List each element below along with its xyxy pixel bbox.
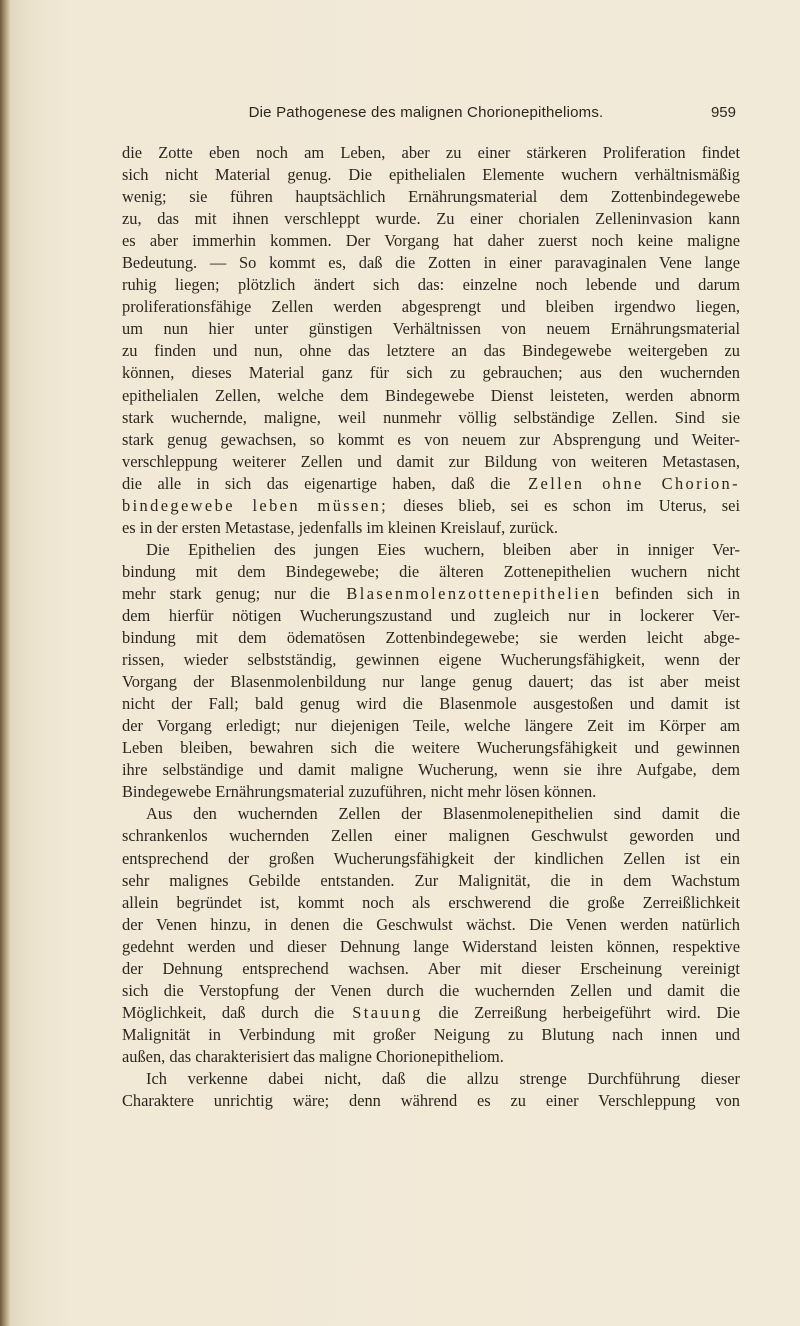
text-run: können, dieses Material ganz für sich zu gebrauchen; aus den wuchernden [122, 363, 740, 383]
emphasized-spaced-text: Stauung [334, 1002, 423, 1022]
text-line [122, 362, 740, 384]
text-run: Ich verkenne dabei nicht, daß die allzu strenge Durchführung dieser [146, 1068, 740, 1088]
text-run: die Zerreißung herbeigeführt wird. Die [422, 1002, 740, 1022]
text-run: der Venen hinzu, in denen die Geschwulst wächst. Die Venen werden natürlich [122, 914, 740, 934]
text-run: stark genug gewachsen, so kommt es von neuem zur Absprengung und Weiter- [122, 429, 740, 449]
text-line [122, 1090, 740, 1112]
text-line [122, 693, 740, 715]
text-line [122, 649, 740, 671]
page-header [120, 104, 736, 128]
text-line [122, 1068, 740, 1090]
text-line [122, 296, 740, 318]
text-run: entsprechend der großen Wucherungsfähigkeit der kindlichen Zellen ist ein [122, 848, 740, 868]
text-run: Aus den wuchernden Zellen der Blasenmolenepithelien sind damit die [146, 804, 740, 824]
text-run: sich nicht Material genug. Die epithelialen Elemente wuchern verhältnismäßig [122, 165, 740, 185]
text-run: Bindegewebe Ernährungsmaterial zuzuführen, nicht mehr lösen können. [122, 782, 597, 802]
text-line [122, 781, 740, 803]
text-line [122, 252, 740, 274]
text-run: die alle in sich das eigenartige haben, daß die [122, 473, 511, 493]
text-line [122, 385, 740, 407]
emphasized-spaced-text: bindegewebe leben müssen; [122, 495, 389, 515]
text-run: zu finden und nun, ohne das letztere an das Bindegewebe weitergeben zu [122, 341, 740, 361]
running-title: Die Pathogenese des malignen Chorionepithelioms. [248, 104, 604, 121]
text-line [122, 980, 740, 1002]
text-line [122, 1046, 740, 1068]
text-line [122, 914, 740, 936]
text-run: sehr malignes Gebilde entstanden. Zur Malignität, die in dem Wachstum [122, 870, 740, 890]
text-run: bindung mit dem ödematösen Zottenbindegewebe; sie werden leicht abge- [122, 628, 740, 648]
text-line [122, 759, 740, 781]
text-line [122, 627, 740, 649]
text-run: nicht der Fall; bald genug wird die Blasenmole ausgestoßen und damit ist [122, 694, 740, 714]
page-number: 959 [710, 104, 736, 121]
text-run: um nun hier unter günstigen Verhältnissen von neuem Ernährungsmaterial [122, 319, 740, 339]
text-line [122, 208, 740, 230]
text-run: ruhig liegen; plötzlich ändert sich das: einzelne noch lebende und darum [122, 275, 740, 295]
text-line [122, 517, 740, 539]
text-line [122, 1024, 740, 1046]
text-line [122, 164, 740, 186]
text-line [122, 583, 740, 605]
text-line [122, 936, 740, 958]
body-text [122, 142, 740, 1112]
text-line [122, 870, 740, 892]
text-line [122, 561, 740, 583]
text-run: rissen, wieder selbstständig, gewinnen eigene Wucherungsfähigkeit, wenn der [122, 650, 740, 670]
text-line [122, 407, 740, 429]
text-line [122, 892, 740, 914]
text-line [122, 186, 740, 208]
text-run: proliferationsfähige Zellen werden abgesprengt und bleiben irgendwo liegen, [122, 297, 740, 317]
text-line [122, 230, 740, 252]
text-line [122, 473, 740, 495]
text-run: bindung mit dem Bindegewebe; die älteren Zottenepithelien wuchern nicht [122, 561, 740, 581]
text-run: schrankenlos wuchernden Zellen einer malignen Geschwulst geworden und [122, 826, 740, 846]
emphasized-spaced-text: Blasenmolenzottenepithelien [330, 583, 602, 603]
text-run: dem hierfür nötigen Wucherungszustand und zugleich nur in lockerer Ver- [122, 605, 740, 625]
text-line [122, 1002, 740, 1024]
text-run: gedehnt werden und dieser Dehnung lange Widerstand leisten können, respektive [122, 936, 740, 956]
text-run: es aber immerhin kommen. Der Vorgang hat daher zuerst noch keine maligne [122, 231, 740, 251]
text-run: verschleppung weiterer Zellen und damit zur Bildung von weiteren Metastasen, [122, 451, 740, 471]
text-run: Die Epithelien des jungen Eies wuchern, bleiben aber in inniger Ver- [146, 539, 740, 559]
book-binding-shadow [0, 0, 10, 1326]
text-line [122, 958, 740, 980]
text-line [122, 605, 740, 627]
text-line [122, 451, 740, 473]
text-run: Möglichkeit, daß durch die [122, 1002, 335, 1022]
text-line [122, 340, 740, 362]
text-run: allein begründet ist, kommt noch als erschwerend die große Zerreißlichkeit [122, 892, 740, 912]
text-line [122, 803, 740, 825]
text-run: der Dehnung entsprechend wachsen. Aber mit dieser Erscheinung vereinigt [122, 958, 740, 978]
text-run: befinden sich in [601, 583, 740, 603]
text-line [122, 715, 740, 737]
text-run: sich die Verstopfung der Venen durch die wuchernden Zellen und damit die [122, 980, 740, 1000]
text-run: mehr stark genug; nur die [122, 583, 331, 603]
text-line [122, 318, 740, 340]
text-line [122, 429, 740, 451]
text-run: außen, das charakterisiert das maligne Chorionepitheliom. [122, 1046, 504, 1066]
text-line [122, 539, 740, 561]
text-line [122, 848, 740, 870]
text-line [122, 274, 740, 296]
text-run: Malignität in Verbindung mit großer Neigung zu Blutung nach innen und [122, 1024, 740, 1044]
text-run: ihre selbständige und damit maligne Wucherung, wenn sie ihre Aufgabe, dem [122, 760, 740, 780]
text-run: Bedeutung. — So kommt es, daß die Zotten in einer paravaginalen Vene lange [122, 253, 740, 273]
text-run: wenig; sie führen hauptsächlich Ernährungsmaterial dem Zottenbindegewebe [122, 187, 740, 207]
text-line [122, 142, 740, 164]
text-run: es in der ersten Metastase, jedenfalls im kleinen Kreislauf, zurück. [122, 517, 559, 537]
text-line [122, 825, 740, 847]
text-run: die Zotte eben noch am Leben, aber zu einer stärkeren Proliferation findet [122, 143, 740, 162]
text-run: Leben bleiben, bewahren sich die weitere Wucherungsfähigkeit und gewinnen [122, 738, 740, 758]
text-line [122, 737, 740, 759]
text-run: Vorgang der Blasenmolenbildung nur lange genug dauert; das ist aber meist [122, 672, 740, 692]
text-run: epithelialen Zellen, welche dem Bindegewebe Dienst leisteten, werden abnorm [122, 385, 740, 405]
text-line [122, 495, 740, 517]
emphasized-spaced-text: Zellen ohne Chorion- [510, 473, 740, 493]
text-run: der Vorgang erledigt; nur diejenigen Teile, welche längere Zeit im Körper am [122, 716, 740, 736]
text-run: Charaktere unrichtig wäre; denn während es zu einer Verschleppung von [122, 1091, 740, 1111]
text-run: stark wuchernde, maligne, weil nunmehr völlig selbständige Zellen. Sind sie [122, 407, 740, 427]
text-line [122, 671, 740, 693]
text-run: dieses blieb, sei es schon im Uterus, sei [388, 495, 740, 515]
text-run: zu, das mit ihnen verschleppt wurde. Zu einer chorialen Zelleninvasion kann [122, 209, 740, 229]
